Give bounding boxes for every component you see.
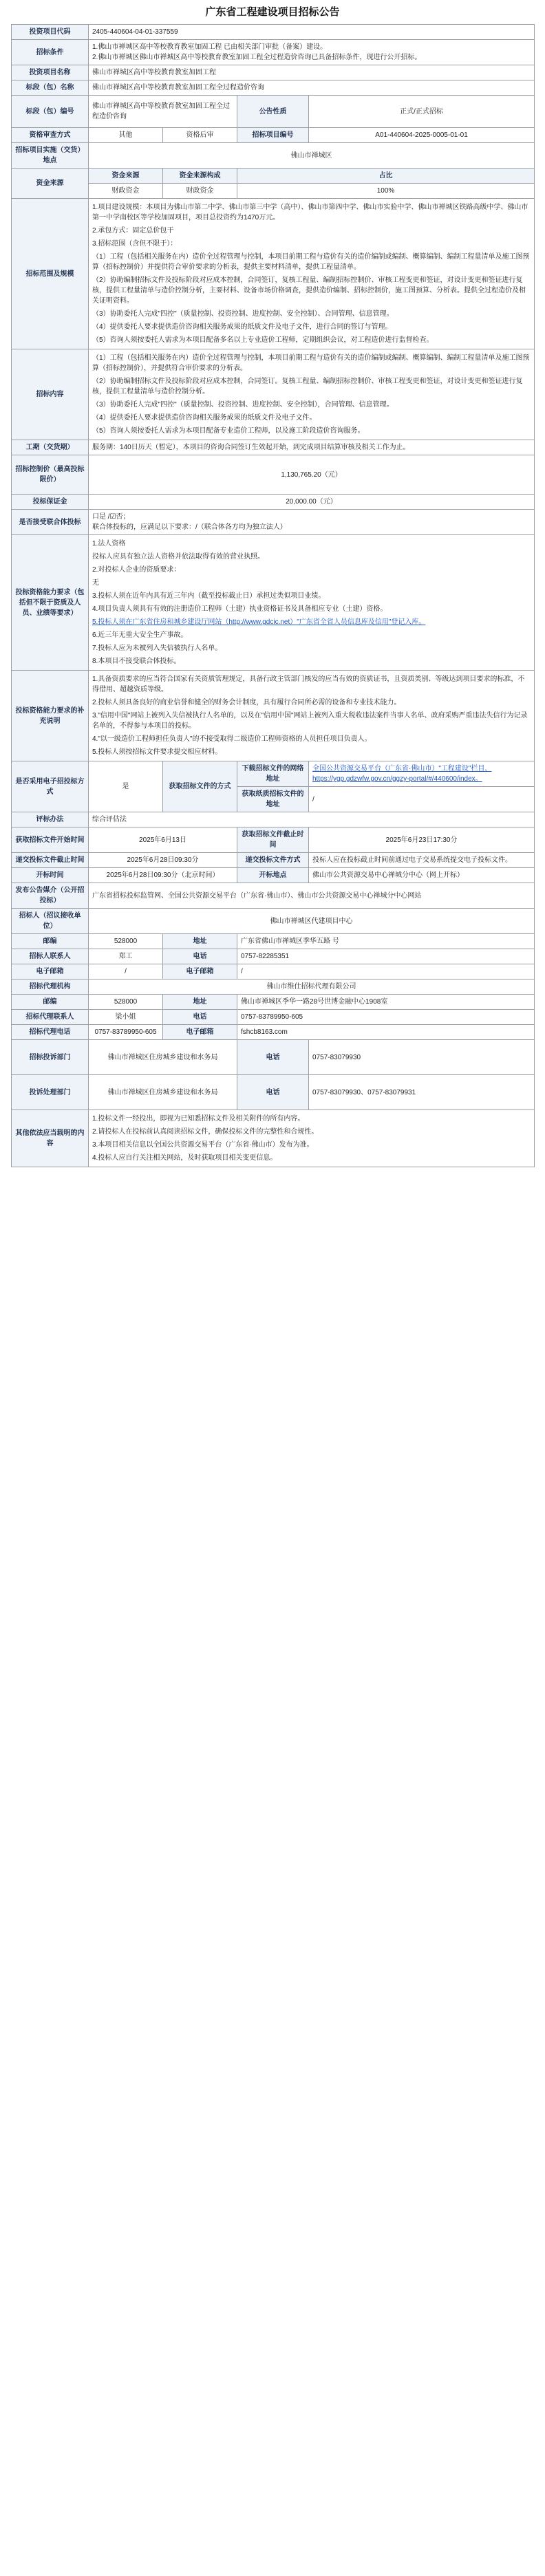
- label-project-name: 投资项目名称: [12, 65, 89, 80]
- value-agency-phone: 0757-83789950-605: [237, 1010, 535, 1025]
- value-download-url[interactable]: 全国公共资源交易平台（广东省·佛山市）"工程建设"栏目，https://ygp.gdzwfw.gov.cn/ggzy-portal/#/440600/index。: [309, 761, 535, 787]
- label-agency-phone-short: 电话: [163, 1010, 237, 1025]
- credit-para: 1.具备资质要求的应当符合国家有关资质管理规定，具备行政主管部门核发的应当有效的资质证书，且资质类别、等级达到项目要求的标准，不得借用、超越资质等级。: [92, 675, 525, 693]
- fund-col-2: 占比: [237, 169, 535, 184]
- value-location: 佛山市禅城区: [89, 143, 535, 169]
- label-complaint: 投诉处理部门: [12, 1075, 89, 1110]
- value-content: [89, 349, 535, 440]
- label-scope: 招标范围及规模: [12, 199, 89, 349]
- label-contact: 招标人联系人: [12, 949, 89, 964]
- row-content: [12, 349, 535, 440]
- label-agency: 招标代理机构: [12, 979, 89, 995]
- scope-para: （4）提供委托人要求提供造价咨询相关服务成果的纸质文件及电子文件，进行合同的签订与管理。: [92, 323, 392, 331]
- content-para: （3）协助委托人完成"四控"（质量控制、投资控制、进度控制、安全控制），合同管理、信息管理。: [92, 401, 394, 409]
- row-agency-address: [12, 995, 535, 1010]
- label-supervise: 招标投诉部门: [12, 1040, 89, 1075]
- value-contact: 郑工: [89, 949, 163, 964]
- fund-col-0: 资金来源: [89, 169, 163, 184]
- value-duration: 服务期：140日历天（暂定），本项目的咨询合同签订生效起开始，到完成项目结算审核及相关工作为止。: [89, 440, 535, 455]
- content-para: （2）协助编制招标文件及投标阶段对应成本控制，合同签订。复核工程量、编制招标控制价、审核工程变更和签证，对设计变更和签证进行复核，提供工程量清单与造价控制分析。: [92, 378, 523, 396]
- row-fund-source: [12, 169, 535, 184]
- label-open-time: 开标时间: [12, 868, 89, 883]
- qualification-para: 3.投标人须在近年内具有近三年内（截至投标截止日）承担过类似项目业绩。: [92, 592, 325, 600]
- page-title: 广东省工程建设项目招标公告: [205, 6, 340, 18]
- value-open-place: 佛山市公共资源交易中心禅城分中心（网上开标）: [309, 868, 535, 883]
- label-submit-method: 递交投标文件方式: [237, 853, 309, 868]
- label-other: 其他依法应当载明的内容: [12, 1110, 89, 1167]
- label-publish-media: 发布公告媒介（公开招投标）: [12, 883, 89, 909]
- value-agency-phone-2: 0757-83789950-605: [89, 1025, 163, 1040]
- label-content: 招标内容: [12, 349, 89, 440]
- row-tender-conditions: [12, 40, 535, 65]
- row-open-time: [12, 868, 535, 883]
- value-phone: 0757-82285351: [237, 949, 535, 964]
- label-review: 公告性质: [237, 96, 309, 128]
- scope-para: （5）咨询人须按委托人需求为本项目配备多名以上专业造价工程师，定期组织会议，对工程造价进行监督检查。: [92, 336, 434, 344]
- value-e-bid: 是: [89, 761, 163, 812]
- label-postcode: 邮编: [12, 934, 89, 949]
- qualification-para: 1.法人资格: [92, 540, 126, 548]
- value-consortium: 口是 /☑否； 联合体投标的，应满足以下要求：/（联合体各方均为独立法人）: [89, 510, 535, 535]
- value-complaint-phone: 0757-83079930、0757-83079931: [309, 1075, 535, 1110]
- value-review: 正式/正式招标: [309, 96, 535, 128]
- value-package-name: 佛山市禅城区高中等校教育教室加固工程全过程造价咨询: [89, 80, 535, 96]
- value-scope: [89, 199, 535, 349]
- qualification-para: 8.本项目不接受联合体投标。: [92, 658, 181, 665]
- value-project-code: 2405-440604-04-01-337559: [89, 25, 535, 40]
- label-email-person: 电子邮箱: [12, 964, 89, 979]
- value-publish-media: 广东省招标投标监管网、全国公共资源交易平台（广东省·佛山市）、佛山市公共资源交易中心禅城分中心网站: [89, 883, 535, 909]
- value-email: /: [89, 964, 163, 979]
- value-open-time: 2025年6月28日09:30分（北京时间）: [89, 868, 237, 883]
- label-approval: 资格审查方式: [12, 128, 89, 143]
- credit-para: 2.投标人须具备良好的商业信誉和健全的财务会计制度，具有履行合同所必需的设备和专业技术能力。: [92, 699, 401, 706]
- scope-para: 3.招标范围（含但不限于）：: [92, 240, 178, 248]
- row-tenderer-email: [12, 964, 535, 979]
- content-para: （4）提供委托人要求提供造价咨询相关服务成果的纸质文件及电子文件。: [92, 414, 317, 422]
- label-open-place: 开标地点: [237, 868, 309, 883]
- value-agency-contact: 梁小姐: [89, 1010, 163, 1025]
- label-location: 招标项目实施（交货）地点: [12, 143, 89, 169]
- other-para: 1.投标文件一经投出，即视为已知悉招标文件及相关附件的所有内容。: [92, 1115, 305, 1123]
- credit-para: 4."以一级造价工程师担任负责人"的不接受取得二级造价工程师资格的人员担任项目负责人。: [92, 735, 372, 743]
- label-complaint-phone: 电话: [237, 1075, 309, 1110]
- value-supervise: 佛山市禅城区住房城乡建设和水务局: [89, 1040, 237, 1075]
- scope-para: （2）协助编制招标文件及投标阶段对应成本控制，合同签订，复核工程量、编制招标控制价、审核工程变更和签证，对设计变更和签证进行复核，提供工程量清单与造价控制分析，主要材料、设备市场价格调查，提供造价编制、招标控制价，施工图预算、分析表。提供全过程造价及相关证明资料。: [92, 277, 526, 305]
- other-para: 4.投标人应自行关注相关网站，及时获取项目相关变更信息。: [92, 1154, 277, 1162]
- content-para: （5）咨询人须按委托人需求为本项目配备专业造价工程师，以及施工阶段造价咨询服务。: [92, 427, 365, 435]
- label-fund-source: 资金来源: [12, 169, 89, 199]
- row-evaluation: [12, 812, 535, 827]
- row-supervise: [12, 1040, 535, 1075]
- row-scope: [12, 199, 535, 349]
- label-phone: 电话: [163, 949, 237, 964]
- value-paper-file: /: [309, 787, 535, 812]
- row-location: [12, 143, 535, 169]
- scope-para: 1.项目建设规模：本项目为佛山市第二中学、佛山市第三中学（高中）、佛山市第四中学、佛山市实验中学、佛山市禅城区铁路高级中学、佛山市第一中学南校区等学校加固项目，项目总投资约为1470万元。: [92, 204, 528, 221]
- row-publish-media: [12, 883, 535, 909]
- label-email: 电子邮箱: [163, 964, 237, 979]
- value-control-price: 1,130,765.20（元）: [89, 455, 535, 495]
- value-package-no: 佛山市禅城区高中等校教育教室加固工程全过程造价咨询: [89, 96, 237, 128]
- fund-val-2: 100%: [237, 184, 535, 199]
- row-submit-deadline: [12, 853, 535, 868]
- row-tenderer: [12, 909, 535, 934]
- row-tenderer-contact: [12, 949, 535, 964]
- value-tenderer: 佛山市禅城区代建项目中心: [89, 909, 535, 934]
- label-agency-contact: 招标代理联系人: [12, 1010, 89, 1025]
- row-approval: [12, 128, 535, 143]
- label-credit: 投标资格能力要求的补充说明: [12, 671, 89, 761]
- qualification-para: 6.近三年无重大安全生产事故。: [92, 631, 188, 639]
- label-deposit: 投标保证金: [12, 495, 89, 510]
- row-tenderer-address: [12, 934, 535, 949]
- notice-table: [11, 24, 535, 1167]
- value-complaint: 佛山市禅城区住房城乡建设和水务局: [89, 1075, 237, 1110]
- value-email-2: /: [237, 964, 535, 979]
- other-para: 3.本项目相关信息以全国公共资源交易平台（广东省·佛山市）发布为准。: [92, 1141, 314, 1149]
- value-address: 广东省佛山市禅城区季华五路 号: [237, 934, 535, 949]
- scope-para: （3）协助委托人完成"四控"（质量控制、投资控制、进度控制、安全控制）、合同管理、信息管理。: [92, 310, 394, 318]
- label-agency-postcode: 邮编: [12, 995, 89, 1010]
- label-obtain-end: 获取招标文件截止时间: [237, 827, 309, 853]
- value-approval-other: 其他: [89, 128, 163, 143]
- row-control-price: [12, 455, 535, 495]
- label-supervise-phone: 电话: [237, 1040, 309, 1075]
- label-download-url: 下载招标文件的网络地址: [237, 761, 309, 787]
- value-submit-method: 投标人应在投标截止时间前通过电子交易系统提交电子投标文件。: [309, 853, 535, 868]
- content-para: （1）工程（包括相关服务在内）造价全过程管理与控制，本项目前期工程与造价有关的造价编制或编制、概算编制、编制工程量清单及施工图预算（招标控制价），并提供符合审价要求的分析表。: [92, 354, 530, 372]
- label-control-price: 招标控制价（最高投标限价）: [12, 455, 89, 495]
- value-supervise-phone: 0757-83079930: [309, 1040, 535, 1075]
- row-consortium: [12, 510, 535, 535]
- scope-para: 2.承包方式：固定总价包干: [92, 227, 174, 235]
- label-duration: 工期（交货期）: [12, 440, 89, 455]
- label-paper-file: 获取纸质招标文件的地址: [237, 787, 309, 812]
- label-obtain-method: 获取招标文件的方式: [163, 761, 237, 812]
- label-package-no: 标段（包）编号: [12, 96, 89, 128]
- qualification-para: 2.对投标人企业的资质要求：: [92, 566, 181, 574]
- credit-para: 3."信用中国"网站上被列入失信被执行人名单的，以及在"信用中国"网站上被列入重大税收违法案件当事人名单、政府采购严重违法失信行为记录名单的，不得参与本项目的投标。: [92, 712, 528, 730]
- row-agency-contact: [12, 1010, 535, 1025]
- label-obtain-time: 获取招标文件开始时间: [12, 827, 89, 853]
- fund-val-0: 财政资金: [89, 184, 163, 199]
- value-agency: 佛山市维仕招标代理有限公司: [89, 979, 535, 995]
- label-tenderer: 招标人（招议接收单位）: [12, 909, 89, 934]
- label-e-bid: 是否采用电子招投标方式: [12, 761, 89, 812]
- row-duration: [12, 440, 535, 455]
- value-postcode: 528000: [89, 934, 163, 949]
- label-project-no: 招标项目编号: [237, 128, 309, 143]
- row-other: [12, 1110, 535, 1167]
- row-qualification: [12, 535, 535, 671]
- qualification-para: 投标人应具有独立法人资格并依法取得有效的营业执照。: [92, 553, 264, 561]
- value-approval: 资格后审: [163, 128, 237, 143]
- row-project-name: [12, 65, 535, 80]
- row-fund-values: [12, 184, 535, 199]
- row-credit: [12, 671, 535, 761]
- value-project-no: A01-440604-2025-0005-01-01: [309, 128, 535, 143]
- label-agency-phone: 招标代理电话: [12, 1025, 89, 1040]
- row-obtain-time: [12, 827, 535, 853]
- row-agency-phone: [12, 1025, 535, 1040]
- qualification-para: 无: [92, 579, 99, 587]
- row-deposit: [12, 495, 535, 510]
- label-evaluation: 评标办法: [12, 812, 89, 827]
- qualification-link[interactable]: 5.投标人须在广东省住房和城乡建设厅网站（http://www.gdcic.net）"广东省全省人员信息库及信用"登记入库。: [92, 618, 426, 626]
- credit-para: 5.投标人须按招标文件要求提交相应材料。: [92, 748, 222, 756]
- value-agency-postcode: 528000: [89, 995, 163, 1010]
- value-agency-address: 佛山市禅城区季华一路28号世博金融中心1908室: [237, 995, 535, 1010]
- value-qualification: [89, 535, 535, 671]
- label-agency-address: 地址: [163, 995, 237, 1010]
- row-complaint: [12, 1075, 535, 1110]
- other-para: 2.请投标人在投标前认真阅读招标文件，确保投标文件的完整性和合规性。: [92, 1128, 319, 1136]
- row-package-no: [12, 96, 535, 128]
- value-agency-email: fshcb8163.com: [237, 1025, 535, 1040]
- value-evaluation: 综合评估法: [89, 812, 535, 827]
- label-package-name: 标段（包）名称: [12, 80, 89, 96]
- value-obtain-start: 2025年6月13日: [89, 827, 237, 853]
- value-obtain-end: 2025年6月23日17:30分: [309, 827, 535, 853]
- value-other: [89, 1110, 535, 1167]
- value-credit: [89, 671, 535, 761]
- label-qualification: 投标资格能力要求（包括但不限于资质及人员、业绩等要求）: [12, 535, 89, 671]
- label-tender-conditions: 招标条件: [12, 40, 89, 65]
- qualification-para: 7.投标人应为未被列入失信被执行人名单。: [92, 645, 222, 652]
- row-package-name: [12, 80, 535, 96]
- value-project-name: 佛山市禅城区高中等校教育教室加固工程: [89, 65, 535, 80]
- value-deposit: 20,000.00（元）: [89, 495, 535, 510]
- label-project-code: 投资项目代码: [12, 25, 89, 40]
- value-tender-conditions: 1.佛山市禅城区高中等校教育教室加固工程 已由相关部门审批（备案）建设。 2.佛山市禅城区佛山市禅城区高中等校教育教室加固工程全过程造价咨询已具备招标条件，现进行公开招标。: [89, 40, 535, 65]
- row-e-bid: [12, 761, 535, 787]
- value-submit-deadline: 2025年6月28日09:30分: [89, 853, 237, 868]
- row-project-code: [12, 25, 535, 40]
- scope-para: （1）工程（包括相关服务在内）造价全过程管理与控制，本项目前期工程与造价有关的造价编制或编制、概算编制、编制工程量清单及施工图预算（招标控制价）并提供符合审价要求的分析表，提供主要材料清单，提供工程量清单。: [92, 253, 530, 271]
- fund-col-1: 资金来源构成: [163, 169, 237, 184]
- row-agency: [12, 979, 535, 995]
- fund-val-1: 财政资金: [163, 184, 237, 199]
- label-submit-deadline: 递交投标文件截止时间: [12, 853, 89, 868]
- label-consortium: 是否接受联合体投标: [12, 510, 89, 535]
- label-agency-email: 电子邮箱: [163, 1025, 237, 1040]
- label-address: 地址: [163, 934, 237, 949]
- qualification-para: 4.项目负责人须具有有效的注册造价工程师（土建）执业资格证书及具备相应专业（土建）资格。: [92, 605, 387, 613]
